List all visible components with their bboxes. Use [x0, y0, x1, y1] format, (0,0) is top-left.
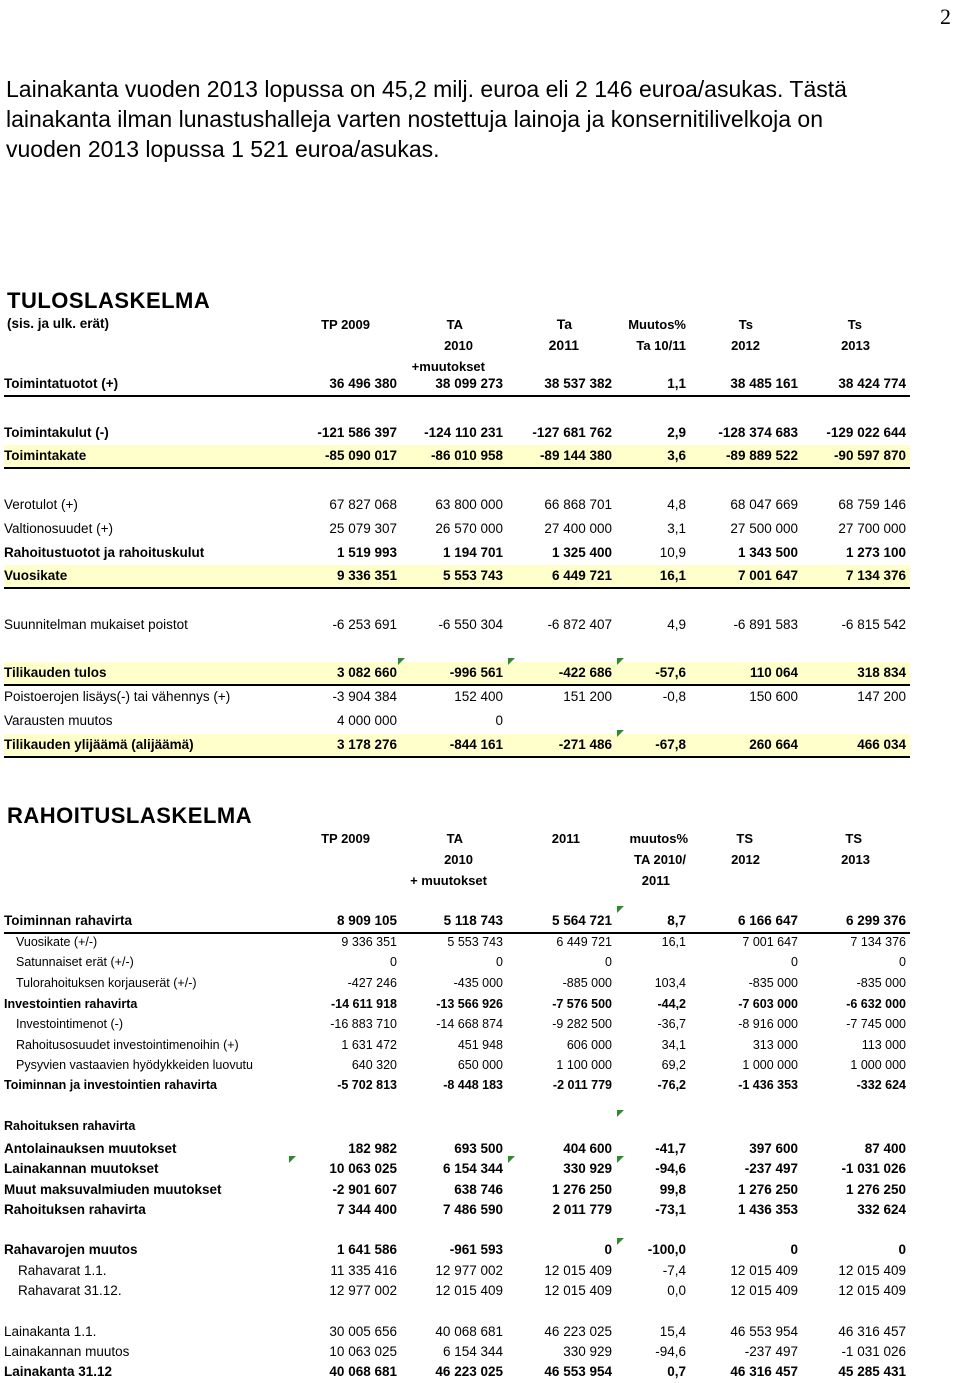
- rahoitus-cell-col2: 6 154 344: [442, 1161, 503, 1176]
- rahoitus-cell-col1: -427 246: [347, 976, 397, 990]
- tulos-cell-col4: 4,9: [667, 617, 686, 632]
- page-number: 2: [940, 4, 951, 29]
- rahoitus-cell-col5: 1 276 250: [737, 1182, 798, 1197]
- tulos-row-label: Suunnitelman mukaiset poistot: [4, 617, 188, 632]
- rahoitus-cell-col3: 46 553 954: [544, 1364, 612, 1379]
- rahoitus-cell-col4: 103,4: [654, 976, 686, 990]
- rahoitus-cell-col1: 40 068 681: [329, 1364, 397, 1379]
- tulos-cell-col5: -128 374 683: [718, 425, 798, 440]
- rahoitus-row: [4, 952, 910, 974]
- tulos-cell-col2: 1 194 701: [442, 545, 503, 560]
- tulos-cell-col3: -6 872 407: [547, 617, 612, 632]
- rahoitus-cell-col4: 0,0: [667, 1283, 686, 1298]
- rahoitus-cell-col3: 5 564 721: [551, 913, 612, 928]
- rahoitus-cell-col3: 1 276 250: [551, 1182, 612, 1197]
- rahoitus-cell-col4: -94,6: [655, 1344, 686, 1359]
- rahoitus-cell-col1: 9 336 351: [341, 935, 397, 949]
- rahoitus-row-label: Rahoituksen rahavirta: [4, 1119, 136, 1133]
- rahoitus-cell-col4: 34,1: [661, 1038, 686, 1052]
- tulos-cell-col4: 2,9: [667, 425, 686, 440]
- tulos-cell-col2: -124 110 231: [424, 425, 503, 440]
- cell-comment-marker-icon: [617, 1110, 624, 1117]
- tulos-cell-col1: -6 253 691: [332, 617, 397, 632]
- rahoitus-cell-col2: -435 000: [453, 976, 503, 990]
- rahoitus-cell-col5: 0: [791, 955, 798, 969]
- tulos-cell-col5: 7 001 647: [737, 568, 798, 583]
- tulos-cell-col3: 27 400 000: [544, 521, 612, 536]
- tulos-cell-col3: -271 486: [558, 737, 612, 752]
- tulos-cell-col1: 25 079 307: [329, 521, 397, 536]
- rahoitus-row: [4, 910, 910, 934]
- tulos-cell-col6: 1 273 100: [845, 545, 906, 560]
- rahoitus-cell-col5: 12 015 409: [730, 1283, 798, 1298]
- rahoitus-cell-col1: -14 611 918: [330, 997, 397, 1011]
- rahoitus-cell-col2: 451 948: [457, 1038, 503, 1052]
- cell-comment-marker-icon: [617, 1156, 624, 1163]
- rahoitus-row-label: Rahoitusosuudet investointimenoihin (+): [16, 1038, 239, 1052]
- tulos-cell-col1: 9 336 351: [336, 568, 397, 583]
- tulos-cell-col4: -0,8: [662, 689, 686, 704]
- rahoitus-row: [4, 1321, 910, 1343]
- tulos-h-ts2013: Ts: [847, 317, 862, 332]
- tulos-h-ta: TA: [446, 317, 463, 332]
- rahoitus-row-label: Rahoituksen rahavirta: [4, 1202, 146, 1217]
- rahoitus-cell-col2: 0: [496, 955, 503, 969]
- rahoitus-row: [4, 1014, 910, 1036]
- rahoitus-cell-col2: -14 668 874: [436, 1017, 503, 1031]
- tulos-cell-col6: 38 424 774: [838, 376, 906, 391]
- tulos-cell-col6: 466 034: [857, 737, 906, 752]
- tulos-h-ta2011: Ta: [556, 316, 572, 332]
- tulos-cell-col3: -422 686: [558, 665, 612, 680]
- rah-h-ts2012: TS: [736, 831, 753, 846]
- cell-comment-marker-icon: [508, 658, 515, 665]
- tulos-cell-col4: 3,6: [667, 448, 686, 463]
- rahoitus-row-label: Investointimenot (-): [16, 1017, 123, 1031]
- rahoitus-cell-col3: -9 282 500: [552, 1017, 612, 1031]
- tulos-h-muutos: Muutos%: [628, 317, 686, 332]
- tulos-cell-col2: 0: [495, 713, 503, 728]
- rahoitus-cell-col4: 8,7: [667, 913, 686, 928]
- rahoitus-cell-col1: 10 063 025: [329, 1344, 397, 1359]
- cell-comment-marker-icon: [617, 1238, 624, 1245]
- tulos-cell-col6: 318 834: [857, 665, 906, 680]
- tulos-cell-col2: 5 553 743: [442, 568, 503, 583]
- rahoitus-cell-col6: 46 316 457: [838, 1324, 906, 1339]
- rah-h-tp2009: TP 2009: [321, 831, 370, 846]
- tulos-cell-col5: 150 600: [749, 689, 798, 704]
- rahoitus-row-label: Antolainauksen muutokset: [4, 1141, 177, 1156]
- tulos-cell-col4: -67,8: [655, 737, 686, 752]
- rahoitus-row: [4, 973, 910, 995]
- tulos-cell-col1: 3 178 276: [336, 737, 397, 752]
- rahoitus-row: [4, 1199, 910, 1221]
- rahoitus-row: [4, 932, 910, 954]
- rahoitus-row-label: Lainakanta 31.12: [4, 1364, 113, 1379]
- rahoitus-cell-col6: -1 031 026: [841, 1161, 906, 1176]
- tulos-cell-col1: -121 586 397: [317, 425, 397, 440]
- tulos-cell-col5: -6 891 583: [733, 617, 798, 632]
- rahoitus-row-label: Investointien rahavirta: [4, 997, 138, 1011]
- rahoitus-cell-col2: 5 118 743: [443, 913, 503, 928]
- rahoitus-cell-col3: 330 929: [563, 1161, 612, 1176]
- rahoitus-cell-col3: 46 223 025: [544, 1324, 612, 1339]
- rahoitus-row: [4, 1179, 910, 1201]
- rahoitus-cell-col4: -41,7: [655, 1141, 686, 1156]
- tulos-cell-col3: 38 537 382: [544, 376, 612, 391]
- rahoitus-cell-col4: -44,2: [657, 997, 686, 1011]
- rahoitus-cell-col6: -1 031 026: [841, 1344, 906, 1359]
- rahoitus-cell-col4: -73,1: [655, 1202, 686, 1217]
- rahoitus-row: [4, 1361, 910, 1383]
- rahoitus-cell-col4: 16,1: [661, 935, 686, 949]
- tulos-cell-col3: 1 325 400: [551, 545, 612, 560]
- rahoitus-cell-col2: 46 223 025: [435, 1364, 503, 1379]
- rahoitus-row-label: Satunnaiset erät (+/-): [16, 955, 134, 969]
- rahoitus-cell-col6: 12 015 409: [838, 1283, 906, 1298]
- tulos-title: TULOSLASKELMA: [7, 288, 211, 313]
- intro-line-2: lainakanta ilman lunastushalleja varten nostettuja lainoja ja konsernitilivelkoja on: [6, 106, 823, 132]
- tulos-cell-col3: -89 144 380: [539, 448, 612, 463]
- tulos-h3-muutokset: +muutokset: [411, 359, 485, 374]
- rahoitus-row-label: Lainakannan muutos: [4, 1344, 130, 1359]
- rahoitus-cell-col5: 46 553 954: [730, 1324, 798, 1339]
- rahoitus-cell-col3: 606 000: [566, 1038, 612, 1052]
- rahoitus-cell-col2: -13 566 926: [436, 997, 503, 1011]
- rah-h2-2012: 2012: [731, 852, 760, 867]
- rahoitus-cell-col1: 30 005 656: [329, 1324, 397, 1339]
- rahoitus-cell-col5: 6 166 647: [737, 913, 798, 928]
- tulos-cell-col6: 68 759 146: [838, 497, 906, 512]
- rahoitus-cell-col4: -100,0: [647, 1242, 686, 1257]
- rahoitus-cell-col1: -16 883 710: [330, 1017, 397, 1031]
- rahoitus-cell-col2: 650 000: [457, 1058, 503, 1072]
- rahoitus-cell-col6: 332 624: [857, 1202, 906, 1217]
- tulos-cell-col6: 7 134 376: [845, 568, 906, 583]
- rah-h-ta: TA: [446, 831, 463, 846]
- tulos-h-ts2012: Ts: [738, 317, 753, 332]
- rahoitus-row: [4, 1280, 910, 1302]
- rahoitus-cell-col3: 12 015 409: [544, 1283, 612, 1298]
- rahoitus-row: [4, 1055, 910, 1077]
- tulos-cell-col2: 26 570 000: [435, 521, 503, 536]
- rah-h2-2010: 2010: [444, 852, 473, 867]
- rahoitus-row-label: Pysyvien vastaavien hyödykkeiden luovutu: [16, 1058, 253, 1072]
- tulos-row-label: Vuosikate: [4, 568, 68, 583]
- tulos-row-label: Toimintakulut (-): [4, 425, 109, 440]
- rahoitus-cell-col6: 1 000 000: [850, 1058, 906, 1072]
- rahoitus-cell-col4: -36,7: [657, 1017, 686, 1031]
- rahoitus-cell-col1: 1 631 472: [341, 1038, 397, 1052]
- tulos-row-label: Tilikauden ylijäämä (alijäämä): [4, 737, 194, 752]
- rah-h-muutos: muutos%: [629, 831, 688, 846]
- rahoitus-cell-col5: 46 316 457: [730, 1364, 798, 1379]
- tulos-row: [4, 686, 910, 708]
- tulos-cell-col6: 147 200: [857, 689, 906, 704]
- cell-comment-marker-icon: [617, 906, 624, 913]
- rahoitus-cell-col1: 12 977 002: [329, 1283, 397, 1298]
- rahoitus-cell-col6: 113 000: [861, 1038, 906, 1052]
- rahoitus-cell-col5: 0: [790, 1242, 798, 1257]
- rahoitus-row-label: Lainakannan muutokset: [4, 1161, 159, 1176]
- rahoitus-row: [4, 1138, 910, 1160]
- tulos-row: [4, 422, 910, 444]
- tulos-cell-col5: 38 485 161: [730, 376, 798, 391]
- rahoitus-cell-col5: -7 603 000: [738, 997, 798, 1011]
- rahoitus-row-label: Muut maksuvalmiuden muutokset: [4, 1182, 222, 1197]
- rahoitus-row-label: Lainakanta 1.1.: [4, 1324, 97, 1339]
- tulos-cell-col6: -129 022 644: [826, 425, 906, 440]
- tulos-row: [4, 518, 910, 540]
- rahoitus-row: [4, 994, 910, 1016]
- tulos-row-label: Rahoitustuotot ja rahoituskulut: [4, 545, 205, 560]
- intro-line-1: Lainakanta vuoden 2013 lopussa on 45,2 milj. euroa eli 2 146 euroa/asukas. Tästä: [6, 76, 847, 102]
- rahoitus-cell-col2: 40 068 681: [435, 1324, 503, 1339]
- cell-comment-marker-icon: [398, 658, 405, 665]
- rahoitus-cell-col6: 0: [899, 955, 906, 969]
- rahoitus-cell-col3: 1 100 000: [556, 1058, 612, 1072]
- rahoitus-cell-col3: -2 011 779: [552, 1078, 612, 1092]
- rahoitus-cell-col2: 693 500: [454, 1141, 503, 1156]
- rahoitus-cell-col5: -1 436 353: [738, 1078, 798, 1092]
- tulos-h2-2010: 2010: [444, 338, 473, 353]
- rahoitus-cell-col5: 12 015 409: [730, 1263, 798, 1278]
- tulos-row-label: Verotulot (+): [4, 497, 78, 512]
- rahoitus-cell-col2: 7 486 590: [442, 1202, 503, 1217]
- rahoitus-cell-col4: -94,6: [655, 1161, 686, 1176]
- rahoitus-cell-col3: 0: [604, 1242, 612, 1257]
- intro-line-3: vuoden 2013 lopussa 1 521 euroa/asukas.: [6, 136, 440, 162]
- tulos-h2-2012: 2012: [731, 338, 760, 353]
- tulos-row-label: Poistoerojen lisäys(-) tai vähennys (+): [4, 689, 231, 704]
- rahoitus-cell-col2: 6 154 344: [442, 1344, 503, 1359]
- rahoitus-row: [4, 1341, 910, 1363]
- rahoitus-cell-col2: -961 593: [449, 1242, 503, 1257]
- rahoitus-cell-col4: 99,8: [659, 1182, 686, 1197]
- tulos-row: [4, 662, 910, 686]
- tulos-row: [4, 734, 910, 758]
- rahoitus-cell-col6: -835 000: [856, 976, 906, 990]
- tulos-cell-col3: 151 200: [563, 689, 612, 704]
- rahoitus-cell-col5: -237 497: [744, 1344, 798, 1359]
- tulos-cell-col4: 10,9: [659, 545, 686, 560]
- tulos-row-label: Toimintatuotot (+): [4, 376, 119, 391]
- rahoitus-cell-col6: -7 745 000: [846, 1017, 906, 1031]
- tulos-row-label: Varausten muutos: [4, 713, 113, 728]
- rahoitus-cell-col6: 1 276 250: [845, 1182, 906, 1197]
- rahoitus-cell-col5: 7 001 647: [742, 935, 798, 949]
- rahoitus-cell-col1: 182 982: [348, 1141, 397, 1156]
- tulos-cell-col1: 3 082 660: [336, 665, 397, 680]
- tulos-cell-col5: -89 889 522: [725, 448, 798, 463]
- rahoitus-cell-col1: 1 641 586: [336, 1242, 397, 1257]
- rahoitus-cell-col2: 638 746: [454, 1182, 503, 1197]
- rah-h-2011: 2011: [551, 831, 580, 846]
- tulos-cell-col6: -90 597 870: [833, 448, 906, 463]
- rahoitus-cell-col3: 12 015 409: [544, 1263, 612, 1278]
- rahoitus-cell-col6: -6 632 000: [846, 997, 906, 1011]
- tulos-row: [4, 542, 910, 564]
- rahoitus-cell-col5: 397 600: [749, 1141, 798, 1156]
- rahoitus-row-label: Rahavarat 1.1.: [18, 1263, 107, 1278]
- rahoitus-cell-col2: 5 553 743: [447, 935, 503, 949]
- tulos-cell-col5: 1 343 500: [737, 545, 798, 560]
- tulos-cell-col1: 1 519 993: [336, 545, 397, 560]
- rahoitus-cell-col5: -835 000: [748, 976, 798, 990]
- rahoitus-cell-col6: 6 299 376: [845, 913, 906, 928]
- rahoitus-row: [4, 1260, 910, 1282]
- rahoitus-cell-col1: 7 344 400: [336, 1202, 397, 1217]
- tulos-row: [4, 614, 910, 636]
- rahoitus-cell-col3: -7 576 500: [552, 997, 612, 1011]
- rahoitus-cell-col6: 87 400: [864, 1141, 906, 1156]
- tulos-h2-2011: 2011: [548, 337, 579, 353]
- tulos-cell-col2: -6 550 304: [438, 617, 503, 632]
- tulos-cell-col2: -996 561: [449, 665, 503, 680]
- rahoitus-cell-col5: -8 916 000: [738, 1017, 798, 1031]
- rahoitus-row: [4, 1239, 910, 1261]
- rahoitus-cell-col5: -237 497: [744, 1161, 798, 1176]
- tulos-row-label: Valtionosuudet (+): [4, 521, 113, 536]
- tulos-cell-col3: 6 449 721: [551, 568, 612, 583]
- tulos-row: [4, 494, 910, 516]
- rahoitus-cell-col6: -332 624: [856, 1078, 906, 1092]
- rahoitus-cell-col1: 8 909 105: [336, 913, 397, 928]
- cell-comment-marker-icon: [289, 1156, 296, 1163]
- tulos-cell-col1: 67 827 068: [329, 497, 397, 512]
- rahoitus-cell-col6: 45 285 431: [838, 1364, 906, 1379]
- rah-h2-ta2010: TA 2010/: [633, 852, 686, 867]
- tulos-cell-col5: 110 064: [749, 665, 798, 680]
- rahoitus-cell-col4: 15,4: [659, 1324, 686, 1339]
- rahoitus-row-label: Toiminnan rahavirta: [4, 913, 133, 928]
- tulos-cell-col2: 63 800 000: [435, 497, 503, 512]
- rah-h3-muutokset: + muutokset: [410, 873, 487, 888]
- rahoitus-cell-col3: 0: [605, 955, 612, 969]
- rahoitus-cell-col2: 12 015 409: [435, 1283, 503, 1298]
- tulos-cell-col1: 36 496 380: [329, 376, 397, 391]
- rahoitus-row-label: Toiminnan ja investointien rahavirta: [4, 1078, 218, 1092]
- rahoitus-row-label: Tulorahoituksen korjauserät (+/-): [16, 976, 197, 990]
- tulos-cell-col4: -57,6: [655, 665, 686, 680]
- rahoitus-cell-col6: 12 015 409: [838, 1263, 906, 1278]
- rahoitus-row: [4, 1035, 910, 1057]
- rahoitus-cell-col6: 0: [898, 1242, 906, 1257]
- rahoitus-row-label: Vuosikate (+/-): [16, 935, 98, 949]
- rahoitus-cell-col4: 0,7: [667, 1364, 686, 1379]
- tulos-row-label: Tilikauden tulos: [4, 665, 107, 680]
- rahoitus-cell-col1: 640 320: [351, 1058, 397, 1072]
- tulos-row: [4, 445, 910, 469]
- tulos-cell-col1: -85 090 017: [324, 448, 397, 463]
- tulos-cell-col2: 38 099 273: [435, 376, 503, 391]
- rahoitus-cell-col3: 2 011 779: [552, 1202, 612, 1217]
- rahoitus-cell-col1: 0: [390, 955, 397, 969]
- rahoitus-cell-col3: 330 929: [563, 1344, 612, 1359]
- rahoitus-cell-col2: 12 977 002: [435, 1263, 503, 1278]
- tulos-cell-col6: 27 700 000: [838, 521, 906, 536]
- rahoitus-cell-col3: 404 600: [563, 1141, 612, 1156]
- rahoitus-row-label: Rahavarojen muutos: [4, 1242, 138, 1257]
- rahoitus-cell-col5: 1 000 000: [742, 1058, 798, 1072]
- tulos-cell-col3: -127 681 762: [532, 425, 612, 440]
- rahoitus-row-label: Rahavarat 31.12.: [18, 1283, 122, 1298]
- rahoitus-cell-col6: 7 134 376: [850, 935, 906, 949]
- tulos-row-label: Toimintakate: [4, 448, 87, 463]
- tulos-cell-col4: 1,1: [667, 376, 686, 391]
- rahoitus-cell-col1: -2 901 607: [332, 1182, 397, 1197]
- rahoitus-cell-col4: 69,2: [661, 1058, 686, 1072]
- rahoitus-cell-col1: -5 702 813: [337, 1078, 397, 1092]
- tulos-cell-col4: 4,8: [667, 497, 686, 512]
- tulos-cell-col2: -86 010 958: [430, 448, 503, 463]
- rah-h-ts2013: TS: [845, 831, 862, 846]
- rah-h2-2013: 2013: [841, 852, 870, 867]
- tulos-cell-col2: 152 400: [454, 689, 503, 704]
- cell-comment-marker-icon: [617, 730, 624, 737]
- tulos-cell-col2: -844 161: [449, 737, 503, 752]
- tulos-cell-col6: -6 815 542: [841, 617, 906, 632]
- tulos-cell-col1: 4 000 000: [336, 713, 397, 728]
- rahoitus-cell-col4: -76,2: [657, 1078, 686, 1092]
- rahoitus-row: [4, 1158, 910, 1180]
- rahoitus-cell-col5: 1 436 353: [737, 1202, 798, 1217]
- rahoitus-cell-col2: -8 448 183: [443, 1078, 503, 1092]
- tulos-cell-col5: 260 664: [749, 737, 798, 752]
- tulos-cell-col5: 68 047 669: [730, 497, 798, 512]
- tulos-cell-col4: 16,1: [659, 568, 686, 583]
- tulos-h2-2013: 2013: [841, 338, 870, 353]
- tulos-row: [4, 710, 910, 732]
- rahoitus-cell-col1: 10 063 025: [329, 1161, 397, 1176]
- tulos-h2-ta1011: Ta 10/11: [636, 338, 686, 353]
- tulos-cell-col4: 3,1: [667, 521, 686, 536]
- rahoitus-cell-col4: -7,4: [662, 1263, 686, 1278]
- rahoitus-cell-col5: 313 000: [752, 1038, 798, 1052]
- tulos-cell-col5: 27 500 000: [730, 521, 798, 536]
- cell-comment-marker-icon: [508, 1156, 515, 1163]
- tulos-h-tp2009: TP 2009: [321, 317, 370, 332]
- cell-comment-marker-icon: [617, 658, 624, 665]
- tulos-row: [4, 373, 910, 397]
- rahoitus-cell-col1: 11 335 416: [330, 1263, 397, 1278]
- rahoitus-cell-col3: -885 000: [562, 976, 612, 990]
- tulos-cell-col3: 66 868 701: [544, 497, 612, 512]
- rahoitus-row: [4, 1116, 910, 1138]
- tulos-cell-col1: -3 904 384: [332, 689, 397, 704]
- rahoitus-row: [4, 1075, 910, 1097]
- tulos-row: [4, 565, 910, 589]
- rah-h3-2011: 2011: [641, 873, 670, 888]
- tulos-subtitle: (sis. ja ulk. erät): [7, 316, 110, 331]
- rahoitus-cell-col3: 6 449 721: [556, 935, 612, 949]
- rahoitus-title: RAHOITUSLASKELMA: [7, 803, 253, 828]
